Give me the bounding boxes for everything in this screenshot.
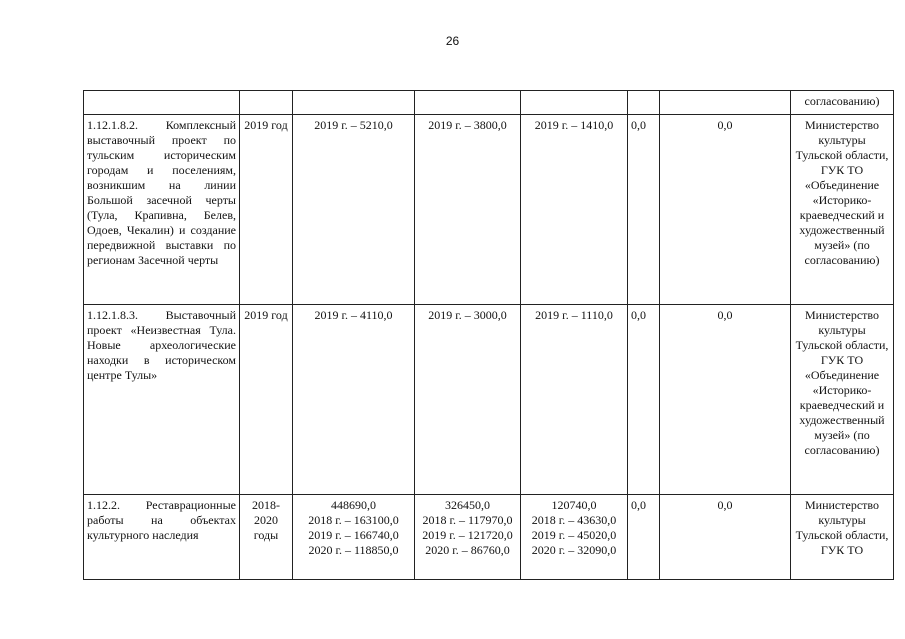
value-line: 2020 г. – 86760,0: [425, 543, 510, 557]
value-line: 2018 г. – 43630,0: [531, 513, 617, 527]
cell-local: 0,0: [628, 115, 660, 305]
cell-empty: [660, 91, 791, 115]
table-row: [84, 495, 894, 580]
program-table: [83, 90, 894, 580]
cell-empty: [84, 91, 240, 115]
cell-federal: [415, 495, 521, 580]
value-line: 2018 г. – 163100,0: [308, 513, 399, 527]
value-line: 2019 г. – 1110,0: [535, 308, 613, 322]
table-row: [84, 115, 894, 305]
cell-extra: 0,0: [660, 305, 791, 495]
cell-empty: [521, 91, 628, 115]
cell-regional: [521, 495, 628, 580]
page-number: 26: [445, 34, 460, 48]
cell-executor: Министерство культуры Тульской области, ГУК ТО «Объединение «Историко-краеведческий и художественный музей» (по согласованию): [791, 305, 894, 495]
cell-description: 1.12.1.8.2. Комплексный выставочный проект по тульским историческим городам и поселениям, возникшим на линии Большой засечной черты (Тула, Крапивна, Белев, Одоев, Чекалин) и создание передвижной выставки по регионам Засечной черты: [84, 115, 240, 305]
value-line: 120740,0: [551, 498, 597, 512]
cell-empty: [293, 91, 415, 115]
cell-regional: [521, 305, 628, 495]
value-line: 2019 г. – 121720,0: [422, 528, 513, 542]
cell-period: 2018-2020 годы: [240, 495, 293, 580]
value-line: 2020 г. – 32090,0: [531, 543, 617, 557]
cell-local: 0,0: [628, 495, 660, 580]
cell-federal: [415, 115, 521, 305]
value-line: 326450,0: [445, 498, 490, 512]
value-line: 2019 г. – 45020,0: [531, 528, 617, 542]
table-row-continued: [84, 91, 894, 115]
cell-extra: 0,0: [660, 115, 791, 305]
value-line: 2019 г. – 3000,0: [428, 308, 507, 322]
cell-executor: Министерство культуры Тульской области, ГУК ТО: [791, 495, 894, 580]
cell-extra: 0,0: [660, 495, 791, 580]
value-line: 2018 г. – 117970,0: [422, 513, 513, 527]
value-line: 2019 г. – 5210,0: [314, 118, 393, 132]
cell-total: [293, 115, 415, 305]
cell-description: 1.12.1.8.3. Выставочный проект «Неизвестная Тула. Новые археологические находки в историческом центре Тулы»: [84, 305, 240, 495]
value-line: 448690,0: [331, 498, 376, 512]
value-line: 2019 г. – 1410,0: [534, 118, 614, 132]
value-line: 2019 г. – 4110,0: [314, 308, 393, 322]
cell-federal: [415, 305, 521, 495]
cell-empty: [628, 91, 660, 115]
cell-regional: [521, 115, 628, 305]
value-line: 2019 г. – 166740,0: [308, 528, 399, 542]
cell-empty: [415, 91, 521, 115]
value-line: 2019 г. – 3800,0: [428, 118, 507, 132]
cell-local: 0,0: [628, 305, 660, 495]
value-line: 2020 г. – 118850,0: [308, 543, 399, 557]
cell-period: 2019 год: [240, 305, 293, 495]
cell-empty: [240, 91, 293, 115]
cell-description: 1.12.2. Реставрационные работы на объектах культурного наследия: [84, 495, 240, 580]
cell-executor: согласованию): [791, 91, 894, 115]
cell-executor: Министерство культуры Тульской области, ГУК ТО «Объединение «Историко-краеведческий и художественный музей» (по согласованию): [791, 115, 894, 305]
cell-period: 2019 год: [240, 115, 293, 305]
table-row: [84, 305, 894, 495]
cell-total: [293, 495, 415, 580]
cell-total: [293, 305, 415, 495]
